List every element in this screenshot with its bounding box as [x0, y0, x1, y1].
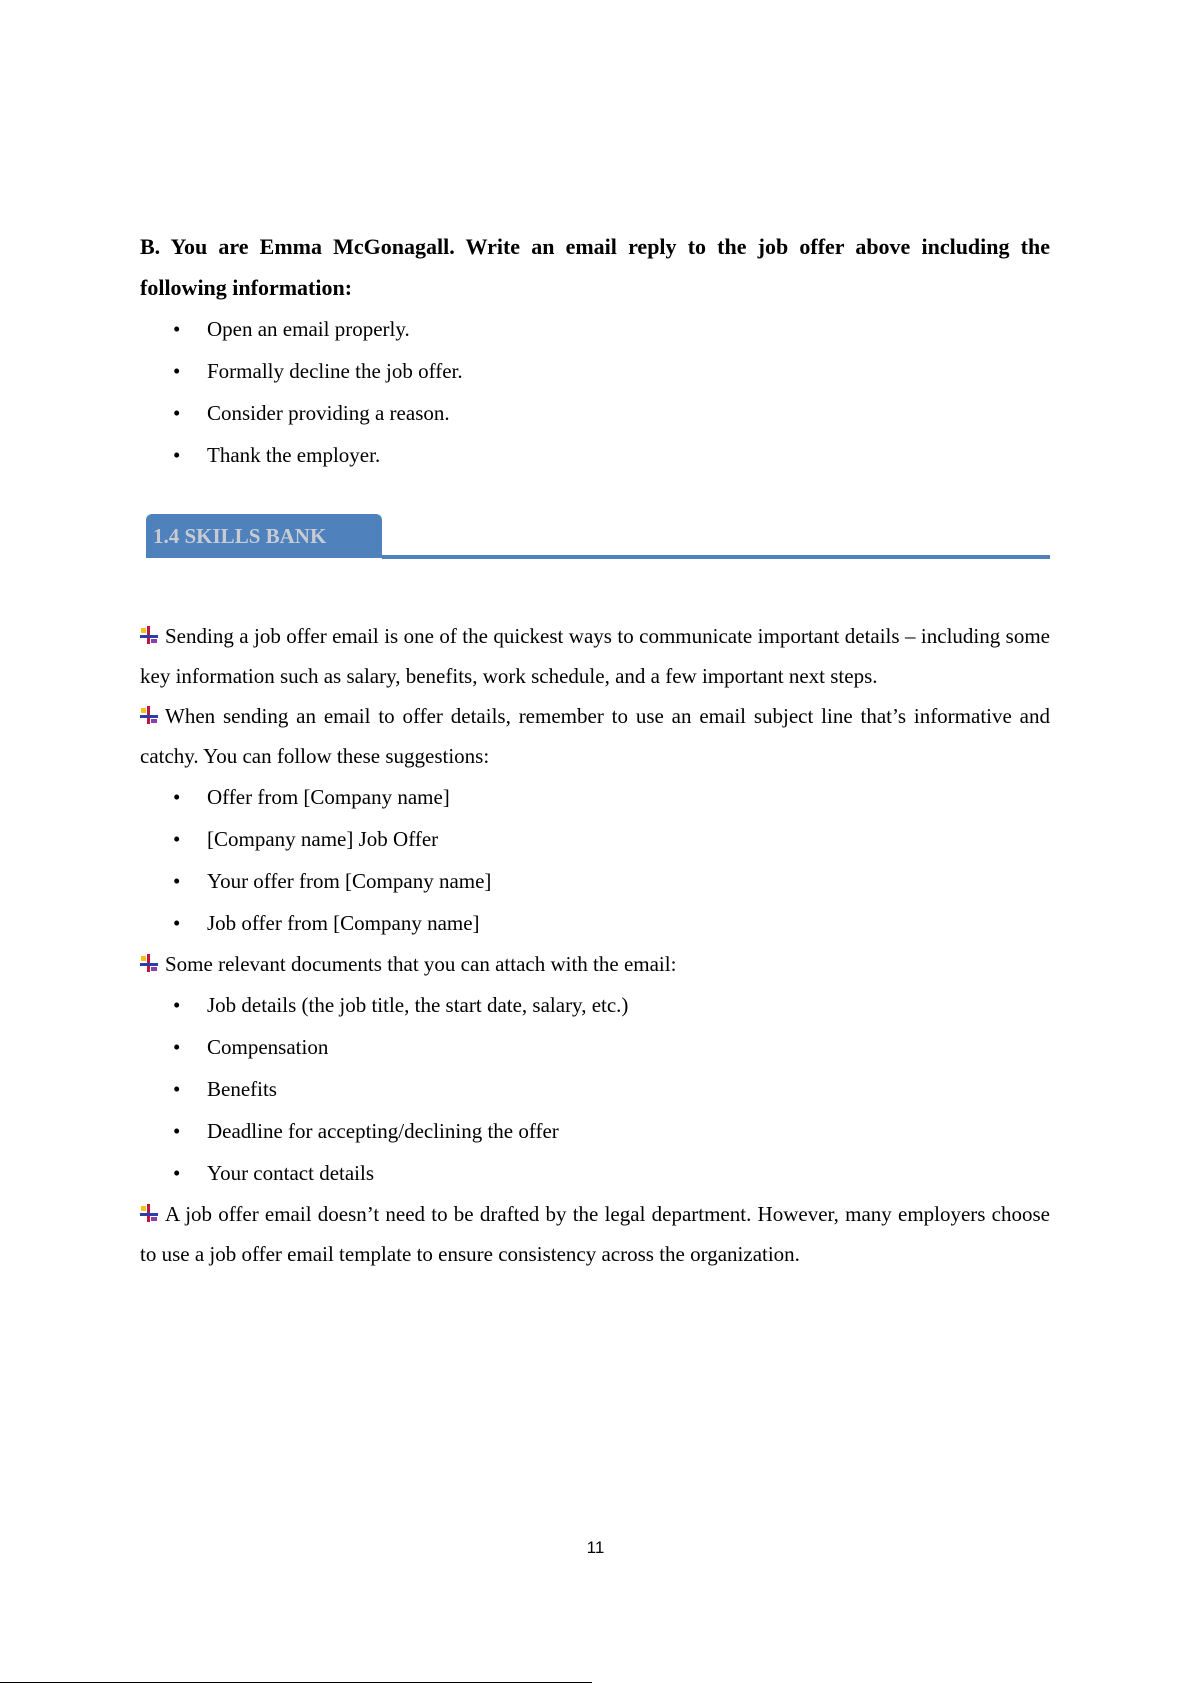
list-item: • Consider providing a reason. [140, 392, 1050, 434]
bullet-dot: • [173, 401, 181, 425]
list-item: • Open an email properly. [140, 308, 1050, 350]
list-item: • [Company name] Job Offer [140, 818, 1050, 860]
bullet-dot: • [173, 443, 181, 467]
documents-list [140, 984, 1050, 1194]
skills-paragraph: When sending an email to offer details, remember to use an email subject line that’s informative and catchy. You can follow these suggestions: [140, 704, 1050, 768]
bullet-dot: • [173, 869, 181, 893]
pin-icon [140, 706, 158, 724]
list-item: • Job details (the job title, the start date, salary, etc.) [140, 984, 1050, 1026]
section-header [146, 514, 1050, 562]
document-body [140, 226, 1050, 1274]
page-number: 11 [586, 1538, 605, 1557]
pin-icon [140, 626, 158, 644]
pin-icon [140, 954, 158, 972]
bullet-dot: • [173, 785, 181, 809]
skills-paragraph: Some relevant documents that you can attach with the email: [140, 944, 1050, 984]
skills-paragraph: Sending a job offer email is one of the quickest ways to communicate important details – including some key information such as salary, benefits, work schedule, and a few important next steps. [140, 624, 1050, 688]
bullet-dot: • [173, 359, 181, 383]
footer-rule [0, 1682, 592, 1683]
list-item: • Offer from [Company name] [140, 776, 1050, 818]
bullet-dot: • [173, 1035, 181, 1059]
pin-icon [140, 1204, 158, 1222]
bullet-dot: • [173, 317, 181, 341]
bullet-dot: • [173, 1119, 181, 1143]
list-item: • Formally decline the job offer. [140, 350, 1050, 392]
bullet-dot: • [173, 1161, 181, 1185]
list-item: • Job offer from [Company name] [140, 902, 1050, 944]
bullet-dot: • [173, 827, 181, 851]
list-item: • Your contact details [140, 1152, 1050, 1194]
bullet-dot: • [173, 911, 181, 935]
list-item: • Benefits [140, 1068, 1050, 1110]
list-item: • Compensation [140, 1026, 1050, 1068]
list-item: • Thank the employer. [140, 434, 1050, 476]
list-item: • Deadline for accepting/declining the offer [140, 1110, 1050, 1152]
section-title: 1.4 SKILLS BANK [153, 524, 327, 548]
section-rule [382, 555, 1050, 559]
bullet-dot: • [173, 1077, 181, 1101]
task-heading: B. You are Emma McGonagall. Write an email reply to the job offer above including the following information: [140, 234, 1050, 300]
task-bullet-list [140, 308, 1050, 476]
section-tab [146, 514, 382, 558]
subject-line-list [140, 776, 1050, 944]
skills-paragraph: A job offer email doesn’t need to be drafted by the legal department. However, many employers choose to use a job offer email template to ensure consistency across the organization. [140, 1202, 1050, 1266]
list-item: • Your offer from [Company name] [140, 860, 1050, 902]
bullet-dot: • [173, 993, 181, 1017]
